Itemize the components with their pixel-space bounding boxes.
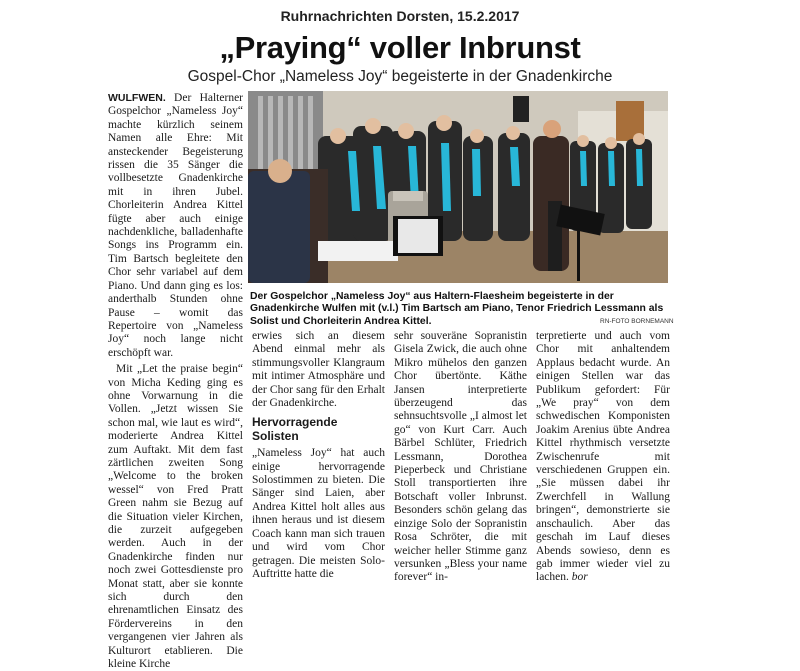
article-paragraph: [108, 92, 243, 360]
choir-photo: [248, 91, 668, 283]
photo-caption: Der Gospelchor „Nameless Joy“ aus Haltern-Flaesheim begeisterte in der Gnadenkirche Wulfen mit (v.l.) Tim Bartsch am Piano, Tenor Friedrich Lessmann als Solist und Chorleiterin Andrea Kittel.: [250, 291, 664, 327]
article-column-1: [108, 92, 243, 671]
choir-photo-illustration: [248, 91, 668, 283]
article-paragraph: „Nameless Joy“ hat auch einige hervorragende Solostimmen zu bieten. Die Sänger sind Laien, aber Andrea Kittel holt alles aus ihnen heraus und ist diesem Coach kann man sich trauen und wird vom Chor getragen. Die meisten Solo-Auftritte hatte die: [252, 447, 385, 580]
article-text: terpretierte und auch vom Chor mit anhaltendem Applaus bedacht wurde. An einigen Stellen war das Publikum gefordert: Für „We pray“ von dem schwedischen Komponisten Joakim Arenius übte Andrea Kittel rhythmisch versetzte Zwischenrufe mit verschiedenen Gruppen ein. „Sie müssen dabei ihr Zwerchfell in Wallung bringen“, demonstrierte sie anschaulich. Aber das geschah im Lauf dieses Abends sowieso, denn es gab immer wieder viel zu lachen.: [536, 330, 670, 584]
headline: „Praying“ voller Inbrunst: [219, 30, 581, 65]
article-paragraph: sehr souveräne Sopranistin Gisela Zwick, die auch ohne Mikro mühelos den ganzen Chor übertönte. Käthe Jansen interpretierte überzeugend das sehnsuchtsvolle „I almost let go“ von Kurt Carr. Auch Bärbel Schlüter, Friedrich Lessmann, Dorothea Pieperbeck und Christiane Stoll transportierten ihre Botschaft voller Inbrunst. Besonders schön gelang das einzige Solo der Sopranistin Rosa Schröter, die mit weicher heller Stimme ganz versunken „Bless your name forever“ in-: [394, 330, 527, 584]
newspaper-source: Ruhrnachrichten Dorsten, 15.2.2017: [280, 8, 520, 24]
photo-credit: RN-FOTO BORNEMANN: [600, 318, 674, 325]
article-column-4: [536, 330, 670, 585]
author-initials: bor: [571, 571, 588, 584]
article-column-2: [252, 330, 385, 581]
article-column-3: [394, 330, 527, 585]
subheadline: Gospel-Chor „Nameless Joy“ begeisterte in der Gnadenkirche: [187, 68, 613, 85]
dateline: WULFWEN.: [108, 92, 166, 104]
section-heading: Hervorragende Solisten: [252, 415, 338, 443]
article-text: Der Halterner Gospelchor „Nameless Joy“ machte kürzlich seinem Namen alle Ehre: Mit ansteckender Begeisterung rissen die 35 Sänger die vollbesetzte Gnadenkirche mit in ihren Jubel. Chorleiterin Andrea Kittel fügte aber auch einige nachdenkliche, balladenhafte Songs ins Programm ein. Tim Bartsch begleitete den Chor sehr variabel auf dem Piano. Und dann ging es los: anderthalb Stunden ohne Pause – womit das Repertoire von „Nameless Joy“ noch lange nicht erschöpft war.: [108, 92, 243, 359]
article-paragraph: [536, 330, 670, 585]
article-paragraph: erwies sich an diesem Abend einmal mehr als stimmungsvoller Klangraum mit intimer Atmosphäre und der Chor sang für den Erhalt der Gnadenkirche.: [252, 330, 385, 410]
article-paragraph: Mit „Let the praise begin“ von Micha Keding ging es ohne Vorwarnung in die Vollen. „Jetzt wissen Sie schon mal, wie laut es wird“, moderierte Andrea Kittel zum Auftakt. Mit dem fast zärtlichen zweiten Song „Welcome to the broken wessel“ von Fred Pratt Green nahm sie Bezug auf die Situation vieler Kirchen, die zurzeit aufgegeben werden. Auch in der Gnadenkirche finden nur noch zwei Gottesdienste pro Monat statt, aber sie konnte sich durch den ehrenamtlichen Einsatz des Fördervereins in den vergangenen vier Jahren als Kulturort etablieren. Die kleine Kirche: [108, 363, 243, 671]
